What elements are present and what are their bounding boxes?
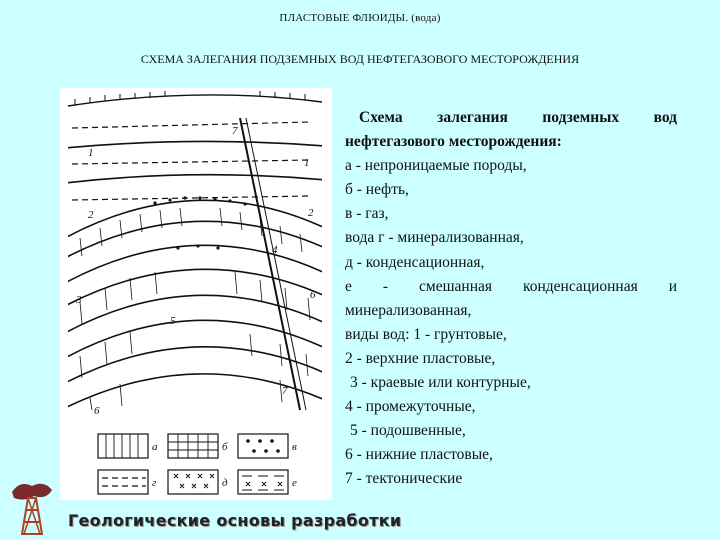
layer-label-4: 4: [272, 244, 278, 256]
footer-title: Геологические основы разработки: [68, 511, 402, 530]
legend-letter-v: в: [292, 441, 297, 453]
layer-label-6-left: 6: [94, 405, 100, 417]
legend-letter-b: б: [222, 441, 228, 453]
caption-line: 7 - тектонические: [345, 470, 463, 488]
geologic-section-svg: [60, 88, 332, 500]
caption-line: минерализованная,: [345, 301, 472, 319]
legend-letter-d: д: [222, 477, 228, 489]
layer-label-6-right: 6: [310, 289, 316, 301]
caption-line: е - смешанная конденсационная и: [345, 277, 677, 295]
layer-label-7-bottom: 7: [282, 385, 288, 397]
caption-line: б - нефть,: [345, 181, 409, 199]
caption-line: 3 - краевые или контурные,: [350, 374, 531, 392]
layer-label-1-right: 1: [304, 157, 310, 169]
top-title: ПЛАСТОВЫЕ ФЛЮИДЫ. (вода): [279, 12, 441, 24]
layer-label-5: 5: [170, 315, 176, 327]
legend-letter-g: г: [152, 477, 157, 489]
caption-line: Схема залегания подземных вод: [359, 109, 677, 126]
caption-line: 6 - нижние пластовые,: [345, 446, 493, 464]
caption-line: 2 - верхние пластовые,: [345, 349, 496, 367]
caption-line: 4 - промежуточные,: [345, 398, 476, 416]
layer-label-7-top: 7: [232, 125, 238, 137]
figure-caption: [345, 106, 677, 492]
figure-legend: [98, 434, 297, 494]
geologic-section-figure: [60, 88, 332, 500]
caption-line: нефтегазового месторождения:: [345, 133, 562, 151]
caption-line: 5 - подошвенные,: [350, 422, 466, 440]
layer-label-3: 3: [76, 294, 82, 306]
oil-derrick-logo-icon: [6, 478, 56, 536]
layer-label-2-right: 2: [308, 207, 314, 219]
legend-letter-e: е: [292, 477, 297, 489]
page-title: СХЕМА ЗАЛЕГАНИЯ ПОДЗЕМНЫХ ВОД НЕФТЕГАЗОВОГО МЕСТОРОЖДЕНИЯ: [140, 52, 580, 66]
caption-line: а - непроницаемые породы,: [345, 157, 527, 175]
layer-label-1-left: 1: [88, 147, 94, 159]
layer-label-2-left: 2: [88, 209, 94, 221]
caption-line: вода г - минерализованная,: [345, 229, 524, 247]
caption-line: виды вод: 1 - грунтовые,: [345, 325, 507, 343]
caption-line: д - конденсационная,: [345, 253, 485, 271]
caption-line: в - газ,: [345, 205, 389, 223]
legend-letter-a: а: [152, 441, 158, 453]
